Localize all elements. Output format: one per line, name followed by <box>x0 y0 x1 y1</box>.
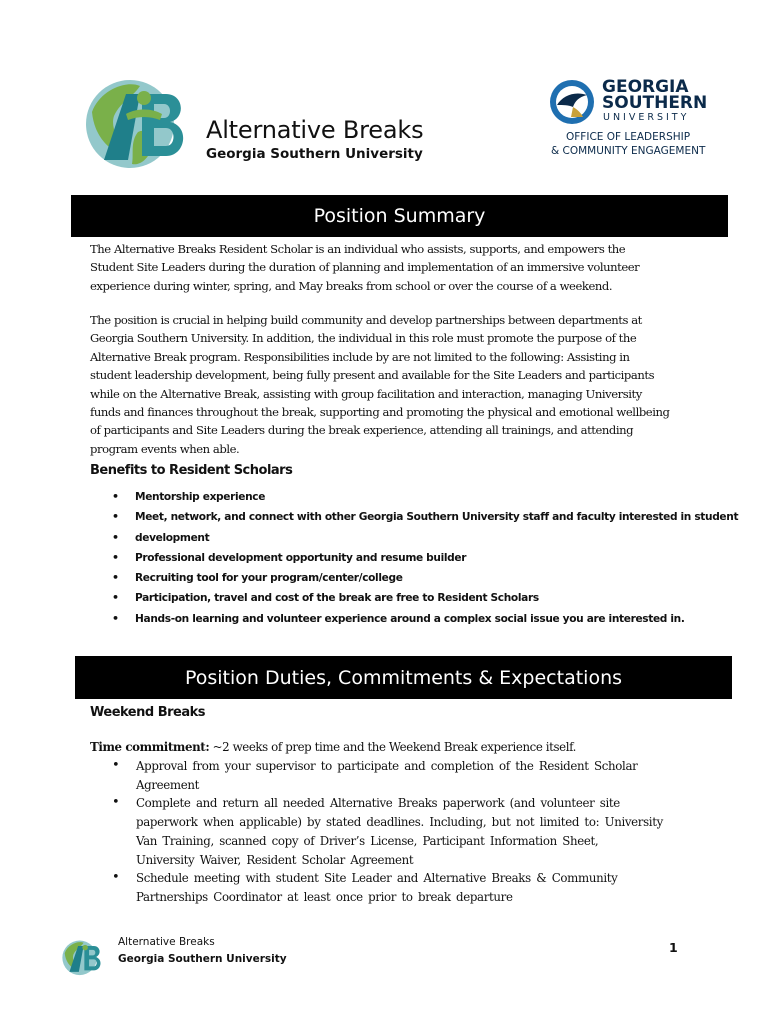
gsu-name-line3: UNIVERSITY <box>603 112 690 123</box>
list-item: • Recruiting tool for your program/center/college <box>108 568 728 588</box>
list-item: • Meet, network, and connect with other Georgia Southern University staff and faculty interested in student <box>108 507 728 527</box>
text-line: The position is crucial in helping build community and develop partnerships between departments at <box>90 313 642 327</box>
benefits-heading: Benefits to Resident Scholars <box>90 463 293 478</box>
text-line: • Approval from your supervisor to participate and completion of the Resident Scholar <box>136 759 638 773</box>
text-line: • Complete and return all needed Alternative Breaks paperwork (and volunteer site <box>136 796 620 811</box>
list-item: • Mentorship experience <box>108 487 728 507</box>
benefits-list <box>108 487 739 629</box>
list-item <box>112 869 712 906</box>
text-line: paperwork when applicable) by stated deadlines. Including, but not limited to: University <box>136 815 663 830</box>
text-line: The Alternative Breaks Resident Scholar is an individual who assists, supports, and empowers the <box>90 242 626 256</box>
position-summary-heading: Position Summary <box>71 195 728 237</box>
footer-line1: Alternative Breaks <box>118 936 215 948</box>
text-line: Van Training, scanned copy of Driver’s License, Participant Information Sheet, <box>136 833 599 848</box>
time-commitment-label: Time commitment: <box>90 740 210 754</box>
footer-logo <box>60 936 104 978</box>
footer-line2: Georgia Southern University <box>118 953 287 965</box>
list-item: • Professional development opportunity and resume builder <box>108 548 728 568</box>
office-line1: OFFICE OF LEADERSHIP <box>566 131 691 143</box>
text-line: Agreement <box>136 777 200 792</box>
text-line: Student Site Leaders during the duration of planning and implementation of an immersive volunteer <box>90 260 640 275</box>
text-line: Georgia Southern University. In addition, the individual in this role must promote the purpose of the <box>90 331 637 346</box>
brand-subtitle: Georgia Southern University <box>206 146 423 162</box>
office-line2: & COMMUNITY ENGAGEMENT <box>551 145 706 157</box>
list-item: • Hands-on learning and volunteer experience around a complex social issue you are interested in. <box>108 609 728 629</box>
list-item <box>112 757 712 794</box>
time-commitment <box>90 738 576 756</box>
duties-list <box>112 757 712 907</box>
text-line: • Schedule meeting with student Site Leader and Alternative Breaks & Community <box>136 871 618 886</box>
summary-paragraph-1 <box>90 240 639 295</box>
text-line: funds and finances throughout the break, supporting and promoting the physical and emotional wellbeing <box>90 405 670 420</box>
list-item: • development <box>108 528 728 548</box>
text-line: Alternative Break program. Responsibilities include by are not limited to the following: Assisting in <box>90 349 630 364</box>
gsu-name-line1: GEORGIA <box>602 77 689 97</box>
duties-heading: Position Duties, Commitments & Expectations <box>75 656 732 699</box>
weekend-breaks-heading: Weekend Breaks <box>90 705 206 720</box>
list-item <box>112 794 712 869</box>
gsu-eagle-seal-icon <box>549 79 595 125</box>
text-line: student leadership development, being fully present and available for the Site Leaders and participants <box>90 368 655 383</box>
text-line: University Waiver, Resident Scholar Agreement <box>136 852 414 867</box>
alternative-breaks-logo <box>80 72 192 172</box>
brand-name: Alternative Breaks <box>206 116 424 144</box>
text-line: of participants and Site Leaders during the break experience, attending all trainings, and attending <box>90 423 634 438</box>
text-line: Partnerships Coordinator at least once prior to break departure <box>136 889 513 904</box>
gsu-name-line2: SOUTHERN <box>602 93 708 113</box>
text-line: experience during winter, spring, and May breaks from school or over the course of a weekend. <box>90 278 613 293</box>
page-number: 1 <box>669 940 678 955</box>
list-item: • Participation, travel and cost of the break are free to Resident Scholars <box>108 588 728 608</box>
text-line: program events when able. <box>90 441 240 456</box>
time-commitment-text: ~2 weeks of prep time and the Weekend Break experience itself. <box>209 740 576 754</box>
text-line: while on the Alternative Break, assisting with group facilitation and interaction, managing University <box>90 386 642 401</box>
summary-paragraph-2 <box>90 311 669 458</box>
